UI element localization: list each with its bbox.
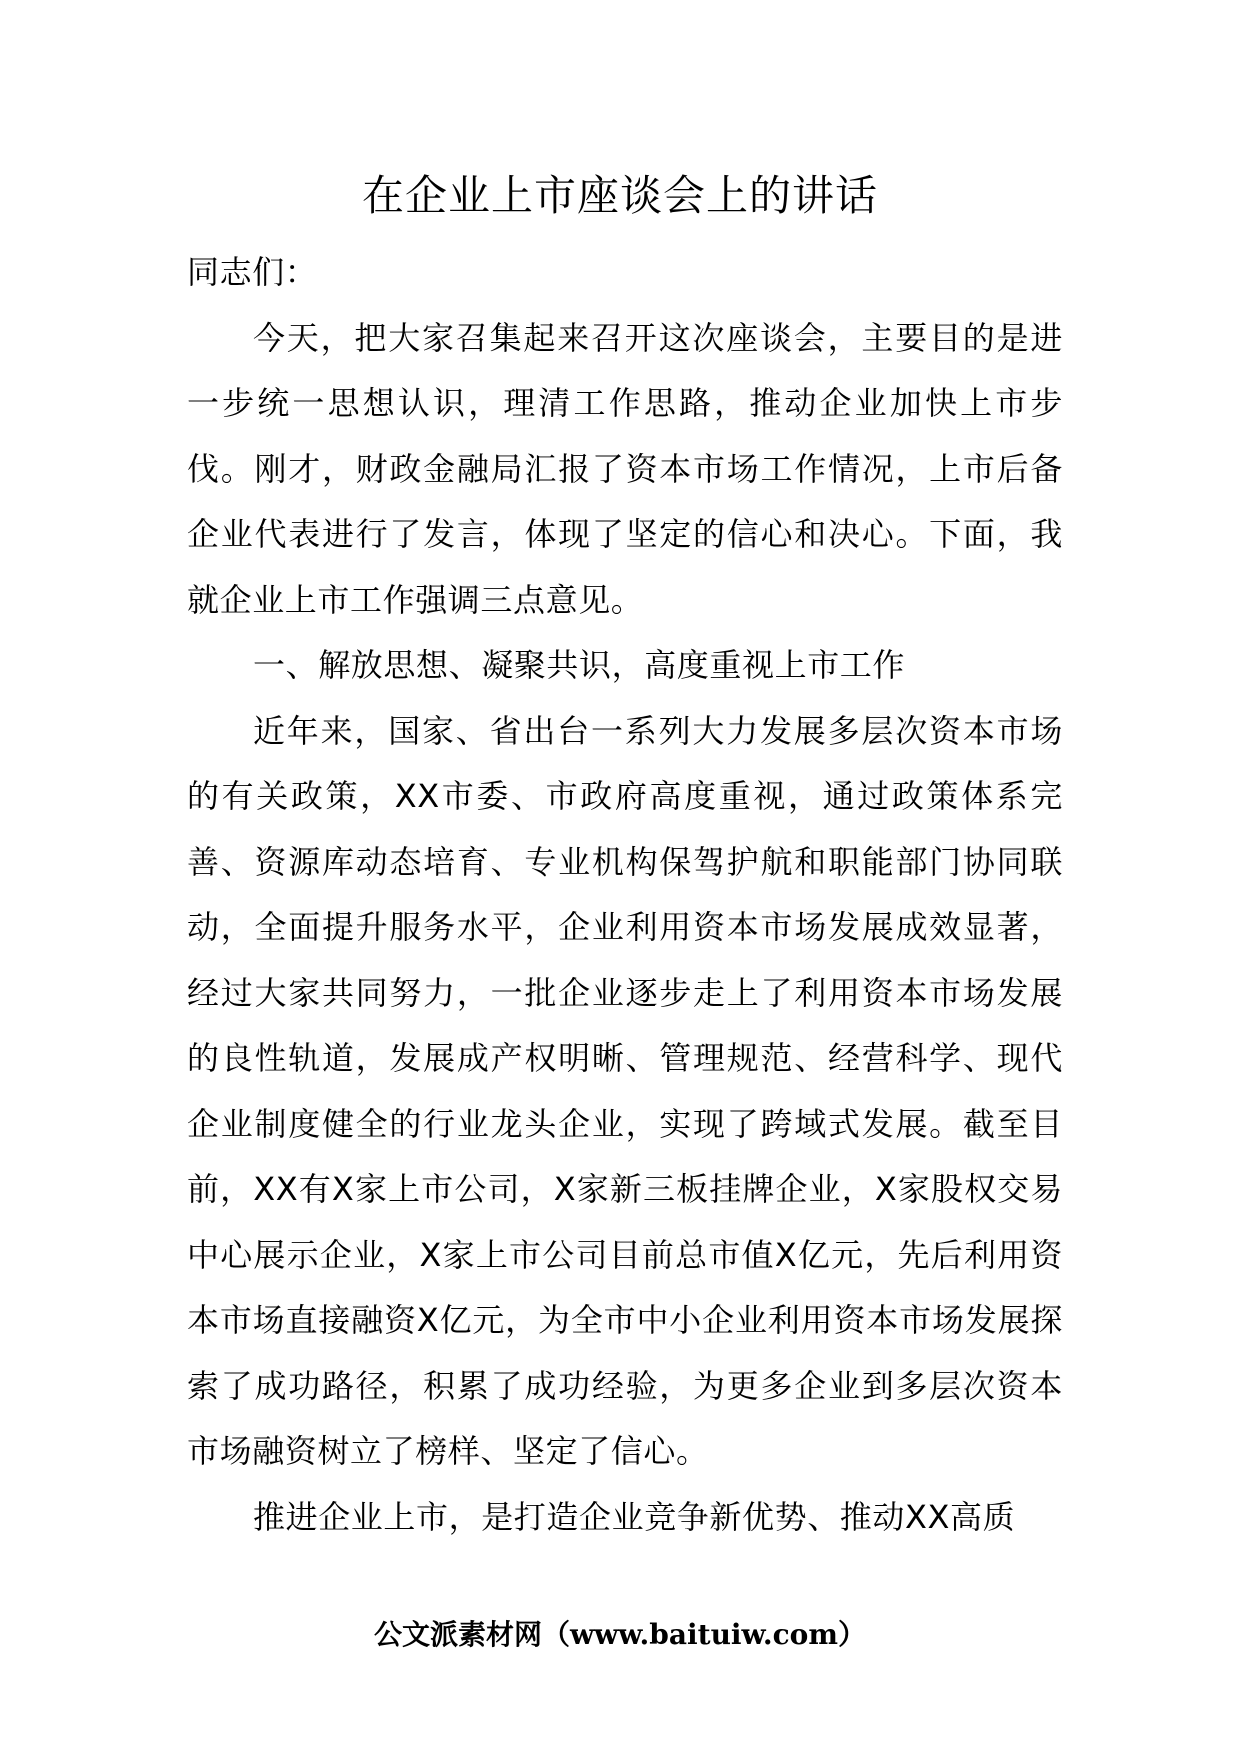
document-body — [187, 240, 1063, 1550]
salutation: 同志们： — [187, 253, 318, 291]
paragraph-background: 近年来，国家、省出台一系列大力发展多层次资本市场的有关政策，XX市委、市政府高度重视，通过政策体系完善、资源库动态培育、专业机构保驾护航和职能部门协同联动，全面提升服务水平，企业利用资本市场发展成效显著，经过大家共同努力，一批企业逐步走上了利用资本市场发展的良性轨道，发展成产权明晰、管理规范、经营科学、现代企业制度健全的行业龙头企业，实现了跨域式发展。截至目前，XX有X家上市公司，X家新三板挂牌企业，X家股权交易中心展示企业，X家上市公司目前总市值X亿元，先后利用资本市场直接融资X亿元，为全市中小企业利用资本市场发展探索了成功路径，积累了成功经验，为更多企业到多层次资本市场融资树立了榜样、坚定了信心。 — [187, 711, 1063, 1470]
footer-watermark: 公文派素材网（www.baituiw.com） — [374, 1618, 866, 1651]
paragraph-intro: 今天，把大家召集起来召开这次座谈会，主要目的是进一步统一思想认识，理清工作思路，推动企业加快上市步伐。刚才，财政金融局汇报了资本市场工作情况，上市后备企业代表进行了发言，体现了坚定的信心和决心。下面，我就企业上市工作强调三点意见。 — [187, 318, 1063, 619]
document-title: 在企业上市座谈会上的讲话 — [361, 171, 878, 220]
paragraph-continuation: 推进企业上市，是打造企业竞争新优势、推动XX高质 — [253, 1497, 1016, 1536]
section-heading-1: 一、解放思想、凝聚共识，高度重视上市工作 — [253, 646, 906, 684]
